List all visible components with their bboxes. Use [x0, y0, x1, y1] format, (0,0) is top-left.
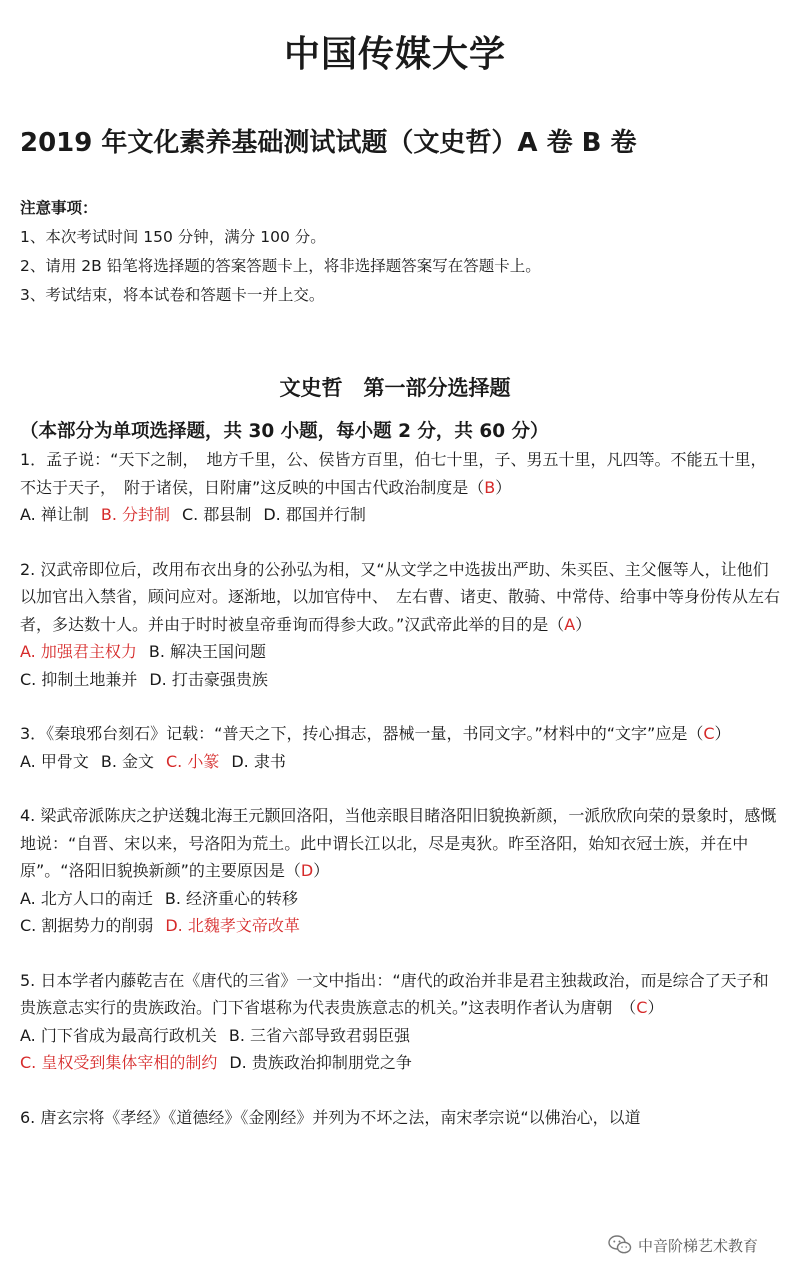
page-title: 中国传媒大学 — [283, 33, 506, 75]
option: B. 金文 — [100, 751, 154, 771]
question-item — [20, 556, 780, 694]
question-text-end: ） — [714, 724, 731, 743]
question-item — [20, 446, 780, 529]
watermark-text: 中音阶梯艺术教育 — [637, 1236, 758, 1255]
question-text-end: ） — [647, 998, 664, 1017]
watermark — [604, 1232, 762, 1258]
option: D. 郡国并行制 — [263, 505, 366, 524]
option-row — [20, 885, 780, 913]
option: B. 解决王国问题 — [148, 642, 266, 661]
question-item — [20, 967, 780, 1077]
question-stem — [20, 802, 780, 885]
question-stem — [20, 1104, 780, 1132]
question-text: 1．孟子说：“天下之制， 地方千里，公、侯皆方百里，伯七十里，子、男五十里，凡四等。不能五十里，不达于天子， 附于诸侯，日附庸”这反映的中国古代政治制度是（ — [20, 450, 767, 497]
option-correct: D. 北魏孝文帝改革 — [165, 916, 300, 935]
question-item — [20, 1104, 780, 1132]
wechat-icon — [608, 1234, 632, 1256]
option: D. 隶书 — [231, 751, 286, 771]
option: B. 经济重心的转移 — [164, 888, 298, 908]
option: A. 禅让制 — [20, 505, 89, 524]
question-stem — [20, 967, 780, 1022]
option: D. 贵族政治抑制朋党之争 — [229, 1053, 412, 1072]
question-text: 5. 日本学者内藤乾吉在《唐代的三省》一文中指出：“唐代的政治并非是君主独裁政治，而是综合了天子和贵族意志实行的贵族政治。门下省堪称为代表贵族意志的机关。”这表明作者认为唐朝 （ — [20, 970, 769, 1017]
question-text-end: ） — [313, 861, 330, 880]
question-stem — [20, 446, 780, 501]
answer-key: B — [484, 477, 496, 497]
option: D. 打击豪强贵族 — [149, 669, 268, 689]
option-row — [20, 1022, 780, 1050]
question-text-end: ） — [575, 614, 592, 634]
notice-item: 2、请用 2B 铅笔将选择题的答案答题卡上，将非选择题答案写在答题卡上。 — [20, 257, 541, 275]
question-stem — [20, 556, 780, 639]
question-item — [20, 720, 780, 775]
option: A. 北方人口的南迁 — [20, 888, 153, 908]
option-correct: A. 加强君主权力 — [20, 642, 137, 661]
option-correct: B. 分封制 — [100, 505, 170, 524]
exam-subtitle: 2019 年文化素养基础测试试题（文史哲）A 卷 B 卷 — [20, 128, 637, 158]
option: A. 甲骨文 — [20, 751, 89, 771]
notice-item: 3、考试结束，将本试卷和答题卡一并上交。 — [20, 286, 325, 304]
question-stem — [20, 720, 780, 748]
option: C. 郡县制 — [182, 505, 252, 524]
notice-block — [20, 194, 780, 310]
question-text: 6. 唐玄宗将《孝经》《道德经》《金刚经》并列为不坏之法，南宋孝宗说“以佛治心，以道 — [20, 1107, 641, 1127]
option-correct: C. 小篆 — [166, 751, 220, 771]
notice-heading: 注意事项： — [20, 199, 98, 217]
question-text: 4. 梁武帝派陈庆之护送魏北海王元颢回洛阳，当他亲眼目睹洛阳旧貌换新颜，一派欣欣向荣的景象时，感慨地说：“自晋、宋以来，号洛阳为荒土。此中谓长江以北，尽是夷狄。昨至洛阳，始知衣冠士族，并在中原”。“洛阳旧貌换新颜”的主要原因是（ — [20, 806, 777, 880]
question-item — [20, 802, 780, 940]
option: A. 门下省成为最高行政机关 — [20, 1025, 217, 1045]
question-text: 3．《秦琅邪台刻石》记载：“普天之下，抟心揖志，器械一量，书同文字。”材料中的“文字”应是（ — [20, 724, 704, 743]
option-correct: C. 皇权受到集体宰相的制约 — [20, 1053, 218, 1072]
answer-key: C — [703, 724, 715, 743]
option: B. 三省六部导致君弱臣强 — [228, 1025, 410, 1045]
question-text: 2. 汉武帝即位后，改用布衣出身的公孙弘为相，又“从文学之中选拔出严助、朱买臣、主父偃等人，让他们以加官出入禁省，顾问应对。逐渐地，以加官侍中、 左右曹、诸吏、散骑、中常侍、给事中等身份传从左右者，多达数十人。并由于时时被皇帝垂询而得参大政。”汉武帝此举的目的是（ — [20, 559, 781, 634]
option: C. 割据势力的削弱 — [20, 916, 154, 935]
option-row — [20, 666, 780, 694]
option-row — [20, 1049, 780, 1077]
section-title: 文史哲 第一部分选择题 — [279, 376, 511, 400]
answer-key: A — [564, 614, 576, 634]
option: C. 抑制土地兼并 — [20, 669, 138, 689]
section-description: （本部分为单项选择题，共 30 小题，每小题 2 分，共 60 分） — [20, 421, 549, 442]
question-text-end: ） — [495, 477, 512, 497]
answer-key: D — [300, 861, 314, 880]
answer-key: C — [636, 998, 648, 1017]
option-row — [20, 912, 780, 940]
option-row — [20, 501, 780, 529]
option-row — [20, 638, 780, 666]
question-list — [20, 446, 780, 1158]
notice-item: 1、本次考试时间 150 分钟，满分 100 分。 — [20, 228, 326, 246]
option-row — [20, 748, 780, 776]
